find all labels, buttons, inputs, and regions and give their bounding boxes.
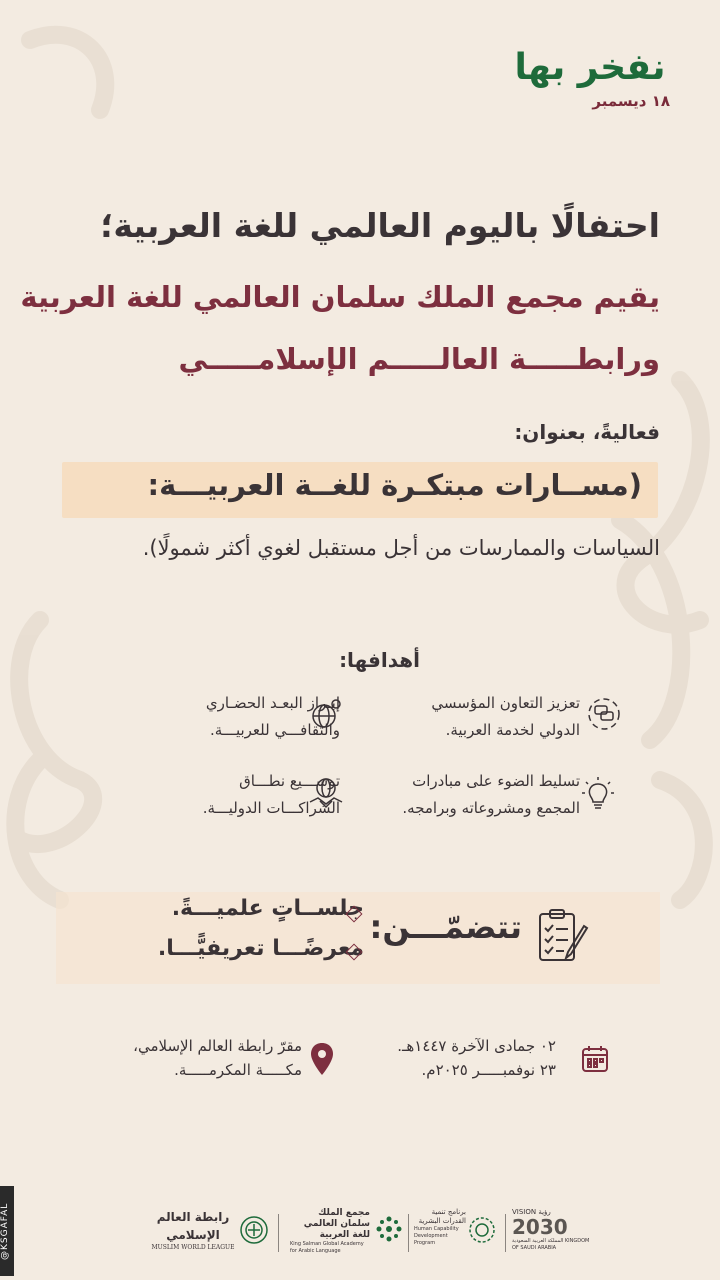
vision-year: 2030 [512,1215,568,1239]
mwl-emblem-icon [238,1214,270,1246]
event-title: (مســارات مبتكـرة للغــة العربيـــة: [147,468,642,502]
social-handle: @KSGAFAL [0,1186,14,1276]
goal-line: تعزيز التعاون المؤسسي [431,694,580,712]
footer-divider [505,1214,506,1252]
vision-sub: المملكة العربية السعودية KINGDOM OF SAUDI ARABIA [512,1238,590,1251]
event-date [316,1034,556,1082]
ksaa-ar: مجمع الملك سلمان العالمي للغة العربية [303,1208,370,1240]
mwl-ar: رابطة العالم الإسلامي [156,1210,230,1242]
ksaa-emblem-icon [372,1212,406,1246]
cooperation-chat-icon [584,694,624,734]
organizer-line: يقيم مجمع الملك سلمان العالمي للغة العربية [20,280,660,314]
hcdp-logo [414,1208,466,1258]
hcdp-emblem-icon [466,1214,498,1246]
handshake-globe-icon [306,774,346,814]
calendar-icon [580,1044,610,1074]
lightbulb-icon [578,774,618,814]
includes-item: جلســاتٍ علميـــةً. [171,896,364,921]
footer-divider [408,1214,409,1252]
globe-tool-icon [306,694,346,734]
goal-line: الشراكـــات الدوليـــة. [202,799,340,817]
mwl-logo [150,1208,236,1258]
vision-2030-logo [512,1208,594,1258]
event-label: فعاليةً، بعنوان: [514,420,660,444]
ksaa-logo [290,1208,370,1258]
clipboard-checklist-icon [534,906,590,966]
goal-line: والثقافـــي للعربيـــة. [209,721,340,739]
location-line: مقرّ رابطة العالم الإسلامي، [133,1037,302,1055]
location-pin-icon [310,1042,334,1076]
includes-label: تتضمّـــن: [369,908,522,946]
date-hijri: ٠٢ جمادى الآخرة ١٤٤٧هـ. [397,1037,556,1055]
hcdp-en: Human Capability Development Program [414,1226,459,1246]
goal-line: تسليط الضوء على مبادرات [412,772,580,790]
event-location [82,1034,302,1082]
mwl-en: MUSLIM WORLD LEAGUE [151,1244,235,1251]
location-line: مكـــــة المكرمـــــة. [174,1061,302,1079]
hcdp-ar: برنامج تنمية القدرات البشرية [418,1208,466,1225]
goals-label: أهدافها: [339,648,420,672]
goal-item [340,690,580,744]
vision-top: VISION رؤية [512,1208,551,1216]
brand-logo-date: ١٨ ديسمبر [592,92,670,110]
date-gregorian: ٢٣ نوفمبـــــر ٢٠٢٥م. [421,1061,556,1079]
footer-divider [278,1214,279,1252]
headline: احتفالًا باليوم العالمي للغة العربية؛ [100,206,660,245]
ksaa-en: King Salman Global Academy for Arabic Language [290,1241,364,1254]
brand-logo-title: نفخر بها [514,47,666,88]
goal-line: توســـيع نطـــاق [239,772,340,790]
includes-item: معرضًـــا تعريفيًّـــا. [157,936,364,961]
goal-line: المجمع ومشروعاته وبرامجه. [402,799,580,817]
event-subtitle: السياسات والممارسات من أجل مستقبل لغوي أكثر شمولًا). [142,536,660,560]
goal-item [340,768,580,822]
co-organizer-line: ورابطـــــة العالـــــم الإسلامـــــي [178,342,660,376]
goal-line: الدولي لخدمة العربية. [445,721,580,739]
goal-line: إبـراز البعـد الحضـاري [205,694,340,712]
